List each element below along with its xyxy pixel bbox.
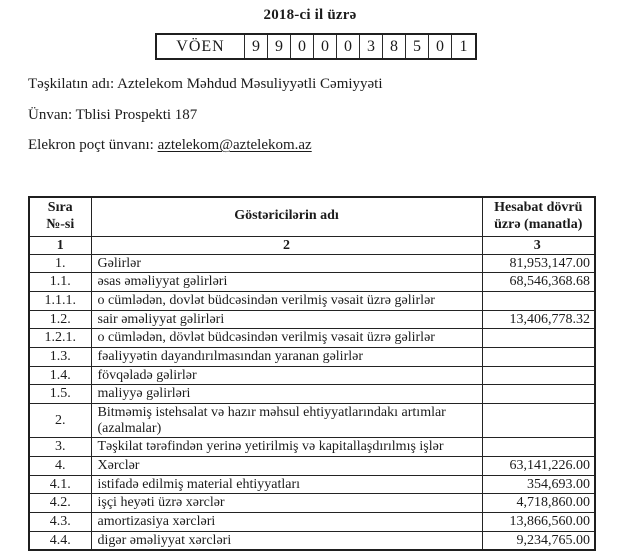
- table-row: [29, 438, 595, 457]
- voen-digit: 1: [459, 37, 468, 55]
- row-value: 68,546,368.68: [482, 273, 595, 292]
- row-label: istifadə edilmiş material ehtiyyatları: [91, 475, 482, 494]
- row-number: 4.2.: [29, 494, 91, 513]
- voen-digit: 0: [291, 35, 314, 58]
- row-number: 4.3.: [29, 513, 91, 532]
- table-row: [29, 291, 595, 310]
- row-label: Təşkilat tərəfindən yerinə yetirilmiş və kapitallaşdırılmış işlər: [91, 438, 482, 457]
- row-value: 9,234,765.00: [482, 531, 595, 550]
- row-value: [482, 403, 595, 437]
- table-row: [29, 475, 595, 494]
- row-number: 4.1.: [29, 475, 91, 494]
- row-value: [482, 347, 595, 366]
- row-number: 1.1.: [29, 273, 91, 292]
- row-label: digər əməliyyat xərcləri: [91, 531, 482, 550]
- document-title: 2018-ci il üzrə: [263, 7, 357, 23]
- column-number-1: 1: [29, 236, 91, 254]
- header-sira-line2: №-si: [46, 216, 75, 232]
- table-row: [29, 310, 595, 329]
- report-table-header: [29, 197, 595, 254]
- voen-digit: 8: [383, 35, 406, 58]
- row-number: 1.4.: [29, 366, 91, 385]
- table-row: [29, 385, 595, 404]
- organization-name-line: Təşkilatın adı: Aztelekom Məhdud Məsuliyyətli Cəmiyyəti: [28, 76, 383, 92]
- row-label: Xərclər: [91, 456, 482, 475]
- table-row: [29, 329, 595, 348]
- email-label: Elekron poçt ünvanı:: [28, 137, 158, 153]
- email-link[interactable]: aztelekom@aztelekom.az: [157, 137, 312, 153]
- row-label: maliyyə gəlirləri: [91, 385, 482, 404]
- row-label: amortizasiya xərcləri: [91, 513, 482, 532]
- row-number: 1.2.1.: [29, 329, 91, 348]
- header-hesabat-dovru: [482, 197, 595, 236]
- row-number: 1.1.1.: [29, 291, 91, 310]
- voen-digit: 9: [268, 35, 291, 58]
- table-row: [29, 513, 595, 532]
- row-label: Bitməmiş istehsalat və hazır məhsul ehtiyyatlarındakı artımlar (azalmalar): [91, 403, 482, 437]
- table-row: [29, 531, 595, 550]
- row-value: 354,693.00: [482, 475, 595, 494]
- voen-digit-cells: [245, 35, 475, 58]
- row-number: 1.: [29, 254, 91, 273]
- organization-info: [28, 76, 600, 168]
- row-label: o cümlədən, dövlət büdcəsindən verilmiş vəsait üzrə gəlirlər: [91, 329, 482, 348]
- row-value: [482, 385, 595, 404]
- row-number: 1.5.: [29, 385, 91, 404]
- voen-digit: 9: [245, 35, 268, 58]
- row-label: Gəlirlər: [91, 254, 482, 273]
- row-label: fəaliyyətin dayandırılmasından yaranan gəlirlər: [91, 347, 482, 366]
- row-number: 1.2.: [29, 310, 91, 329]
- row-number: 1.3.: [29, 347, 91, 366]
- header-hesabat-line1: Hesabat dövrü: [494, 200, 583, 215]
- row-value: [482, 329, 595, 348]
- row-value: 4,718,860.00: [482, 494, 595, 513]
- voen-digit: 0: [314, 35, 337, 58]
- voen-digit: 5: [406, 35, 429, 58]
- table-row: [29, 456, 595, 475]
- table-row: [29, 366, 595, 385]
- row-value: 13,866,560.00: [482, 513, 595, 532]
- row-label: əsas əməliyyat gəlirləri: [91, 273, 482, 292]
- row-label: o cümlədən, dovlət büdcəsindən verilmiş vəsait üzrə gəlirlər: [91, 291, 482, 310]
- table-row: [29, 494, 595, 513]
- voen-digit: 0: [337, 35, 360, 58]
- row-label: sair əməliyyat gəlirləri: [91, 310, 482, 329]
- voen-digit: 3: [360, 35, 383, 58]
- row-value: 81,953,147.00: [482, 254, 595, 273]
- organization-address-line: Ünvan: Tblisi Prospekti 187: [28, 106, 198, 123]
- report-table: [28, 196, 596, 551]
- row-value: [482, 366, 595, 385]
- row-value: [482, 438, 595, 457]
- row-value: 63,141,226.00: [482, 456, 595, 475]
- row-number: 4.4.: [29, 531, 91, 550]
- table-row: [29, 273, 595, 292]
- voen-label: VÖEN: [157, 35, 245, 58]
- row-label: işçi heyəti üzrə xərclər: [91, 494, 482, 513]
- row-number: 3.: [29, 438, 91, 457]
- voen-box: [155, 33, 477, 60]
- row-number: 4.: [29, 456, 91, 475]
- row-label: fövqəladə gəlirlər: [91, 366, 482, 385]
- header-sira-nosi: [29, 197, 91, 236]
- table-row: [29, 403, 595, 437]
- organization-email-line: [28, 137, 600, 154]
- header-sira-line1: Sıra: [47, 200, 73, 215]
- column-numbering-row: [29, 236, 595, 254]
- row-value: [482, 291, 595, 310]
- header-hesabat-line2: üzrə (manatla): [494, 216, 583, 232]
- voen-digit: 0: [429, 35, 452, 58]
- column-number-2: 2: [91, 236, 482, 254]
- row-number: 2.: [29, 403, 91, 437]
- row-value: 13,406,778.32: [482, 310, 595, 329]
- table-row: [29, 254, 595, 273]
- column-number-3: 3: [482, 236, 595, 254]
- header-gostericilerin-adi: Göstəricilərin adı: [91, 197, 482, 236]
- report-table-body: [29, 254, 595, 550]
- table-row: [29, 347, 595, 366]
